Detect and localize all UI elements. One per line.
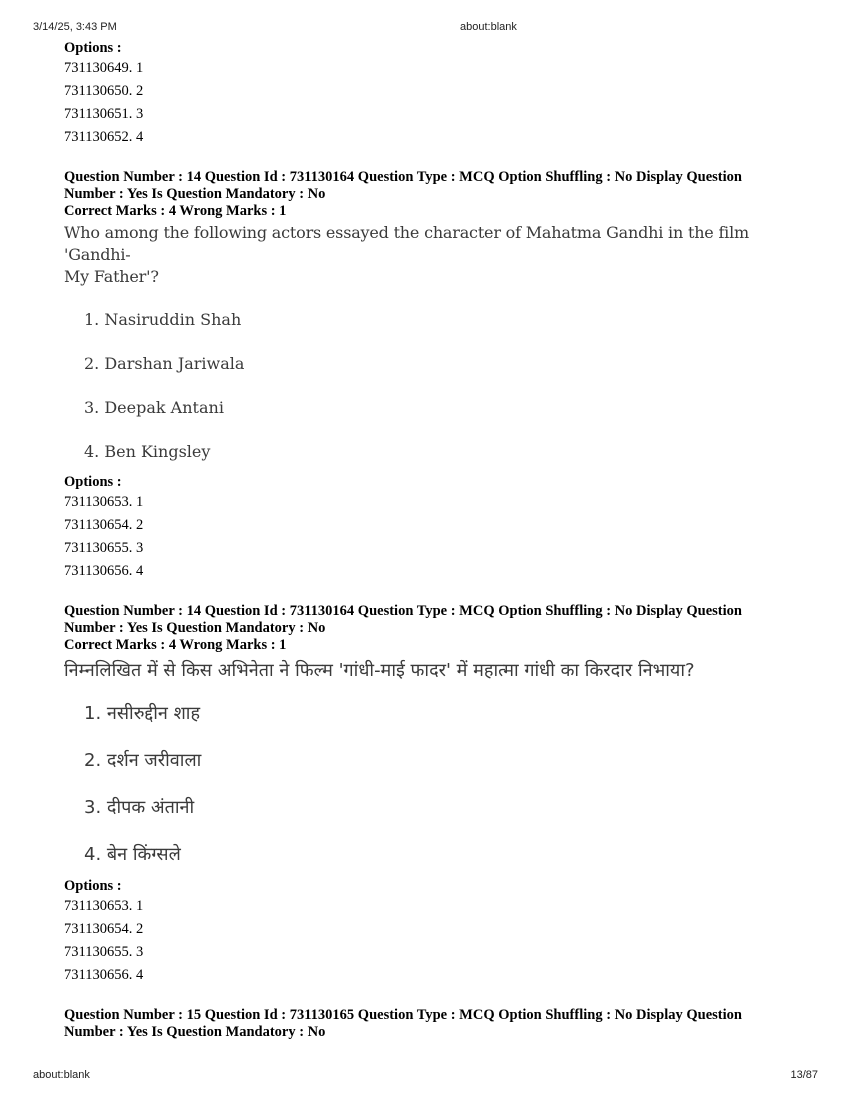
question-meta: Question Number : 15 Question Id : 731130165 Question Type : MCQ Option Shuffling : No Display Question <box>64 1007 742 1023</box>
question-meta: Number : Yes Is Question Mandatory : No <box>64 620 326 636</box>
answer-choice: 3. Deepak Antani <box>84 398 224 417</box>
option-item: 731130654. 2 <box>64 517 144 533</box>
option-item: 731130656. 4 <box>64 563 144 579</box>
answer-choice: 2. Darshan Jariwala <box>84 354 245 373</box>
option-item: 731130653. 1 <box>64 898 144 914</box>
option-item: 731130656. 4 <box>64 967 144 983</box>
question-marks: Correct Marks : 4 Wrong Marks : 1 <box>64 203 287 219</box>
answer-choice: 4. Ben Kingsley <box>84 442 211 461</box>
option-item: 731130654. 2 <box>64 921 144 937</box>
options-label: Options : <box>64 474 122 490</box>
question-14-hindi <box>64 603 804 987</box>
question-text: निम्नलिखित में से किस अभिनेता ने फिल्म 'गांधी-माई फादर' में महात्मा गांधी का किरदार निभाया? <box>64 660 695 681</box>
answer-choice: 2. दर्शन जरीवाला <box>84 750 202 771</box>
option-item: 731130653. 1 <box>64 494 144 510</box>
option-item: 731130655. 3 <box>64 540 144 556</box>
question-meta: Question Number : 14 Question Id : 731130164 Question Type : MCQ Option Shuffling : No Display Question <box>64 603 742 619</box>
options-label: Options : <box>64 40 122 56</box>
options-label: Options : <box>64 878 122 894</box>
print-datetime: 3/14/25, 3:43 PM <box>33 21 117 33</box>
answer-choice: 4. बेन किंग्सले <box>84 844 181 865</box>
option-item: 731130655. 3 <box>64 944 144 960</box>
print-footer-url: about:blank <box>33 1069 90 1081</box>
question-text-line: Who among the following actors essayed the character of Mahatma Gandhi in the film 'Gandhi- <box>64 223 749 264</box>
question-meta: Question Number : 14 Question Id : 731130164 Question Type : MCQ Option Shuffling : No Display Question <box>64 169 742 185</box>
option-item: 731130651. 3 <box>64 106 144 122</box>
answer-choice: 1. Nasiruddin Shah <box>84 310 242 329</box>
question-text <box>64 222 804 288</box>
question-15 <box>64 1007 804 1041</box>
question-14-english <box>64 169 804 583</box>
page-content <box>64 40 804 1041</box>
question-meta: Number : Yes Is Question Mandatory : No <box>64 186 326 202</box>
option-item: 731130649. 1 <box>64 60 144 76</box>
answer-choice: 3. दीपक अंतानी <box>84 797 195 818</box>
print-page-number: 13/87 <box>790 1069 818 1081</box>
question-marks: Correct Marks : 4 Wrong Marks : 1 <box>64 637 287 653</box>
option-item: 731130650. 2 <box>64 83 144 99</box>
answer-choice: 1. नसीरुद्दीन शाह <box>84 703 201 724</box>
top-options-block <box>64 40 804 149</box>
question-text-line: My Father'? <box>64 267 159 286</box>
question-meta: Number : Yes Is Question Mandatory : No <box>64 1024 326 1040</box>
print-page-title: about:blank <box>460 21 517 33</box>
option-item: 731130652. 4 <box>64 129 144 145</box>
